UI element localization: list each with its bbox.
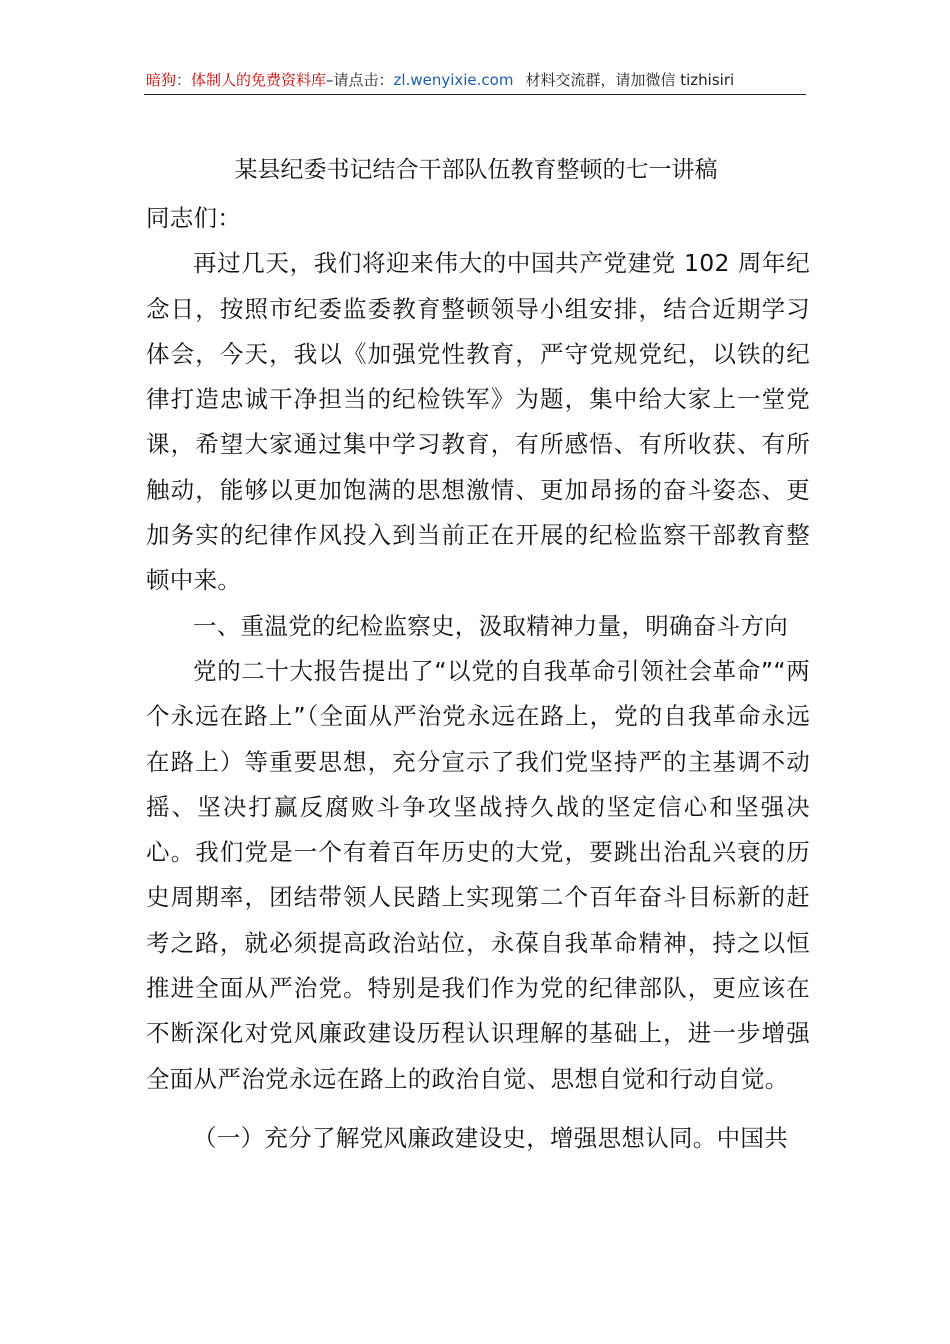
- document-body: [146, 196, 810, 1161]
- document-title: 某县纪委书记结合干部队伍教育整顿的七一讲稿: [234, 157, 718, 183]
- subsection-heading-1: （一）充分了解党风廉政建设史，增强思想认同。中国共: [193, 1123, 788, 1152]
- header-divider: [144, 94, 806, 95]
- section-heading-1: 一、重温党的纪检监察史，汲取精神力量，明确奋斗方向: [193, 611, 788, 640]
- header-prompt: –请点击：: [326, 71, 394, 89]
- salutation: 同志们：: [146, 204, 242, 232]
- watermark-header: [146, 68, 806, 92]
- paragraph-section-1: 党的二十大报告提出了“以党的自我革命引领社会革命”“两个永远在路上”（全面从严治党永远在路上，党的自我革命永远在路上）等重要思想，充分宣示了我们党坚持严的主基调不动摇、坚决打赢反腐败斗争攻坚战持久战的坚定信心和坚强决心。我们党是一个有着百年历史的大党，要跳出治乱兴衰的历史周期率，团结带领人民踏上实现第二个百年奋斗目标新的赶考之路，就必须提高政治站位，永葆自我革命精神，持之以恒推进全面从严治党。特别是我们作为党的纪律部队，更应该在不断深化对党风廉政建设历程认识理解的基础上，进一步增强全面从严治党永远在路上的政治自觉、思想自觉和行动自觉。: [146, 656, 810, 1093]
- header-url-link[interactable]: zl.wenyixie.com: [393, 71, 514, 89]
- header-brand: 暗狗：体制人的免费资料库: [146, 71, 327, 89]
- paragraph-intro: 再过几天，我们将迎来伟大的中国共产党建党 102 周年纪念日，按照市纪委监委教育整顿领导小组安排，结合近期学习体会，今天，我以《加强党性教育，严守党规党纪，以铁的纪律打造忠诚干净担当的纪检铁军》为题，集中给大家上一堂党课，希望大家通过集中学习教育，有所感悟、有所收获、有所触动，能够以更加饱满的思想激情、更加昂扬的奋斗姿态、更加务实的纪律作风投入到当前正在开展的纪检监察干部教育整顿中来。: [146, 249, 810, 595]
- header-wechat-note: 材料交流群，请加微信 tizhisiri: [525, 71, 735, 89]
